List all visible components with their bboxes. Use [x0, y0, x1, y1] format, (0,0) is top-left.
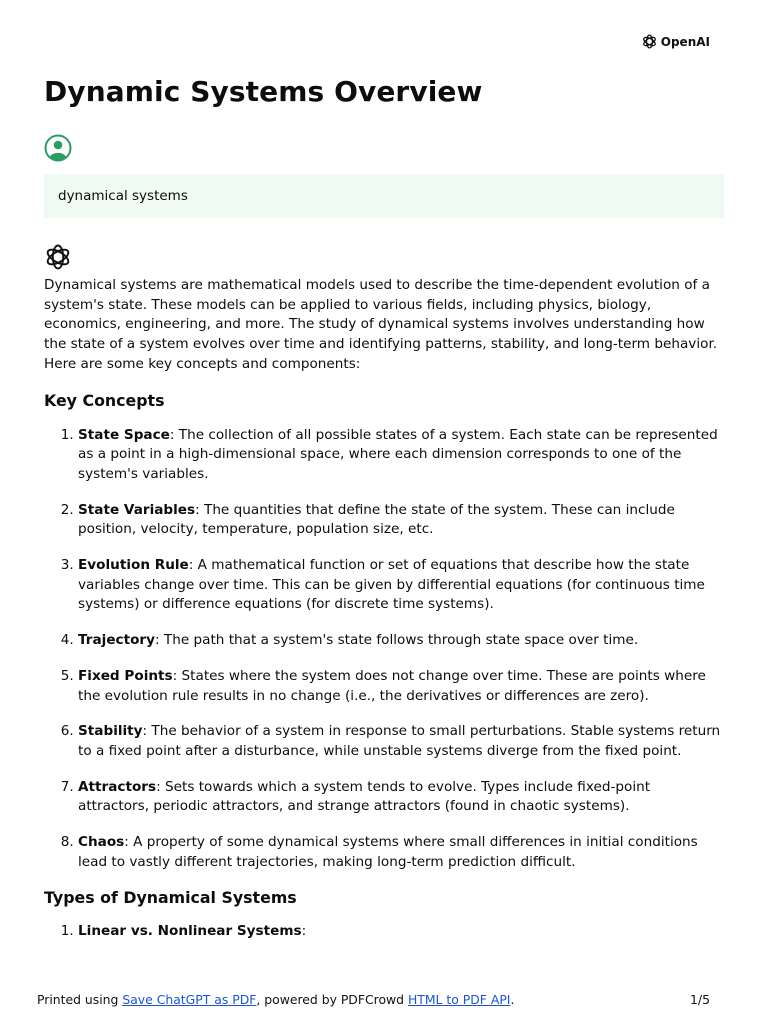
page-number: 1/5	[690, 992, 710, 1007]
html-to-pdf-api-link[interactable]: HTML to PDF API	[407, 992, 511, 1007]
term: Linear vs. Nonlinear Systems	[78, 923, 302, 940]
description: : States where the system does not change over time. These are points where the evolution rule results in no change (i.e., the derivatives or differences are zero).	[78, 667, 706, 704]
list-item	[78, 922, 724, 942]
footer-prefix: Printed using	[37, 992, 123, 1007]
list-item	[78, 631, 724, 651]
key-concepts-list	[44, 426, 724, 873]
footer-credit	[37, 992, 514, 1007]
description: : The quantities that define the state of the system. These can include position, velocity, temperature, population size, etc.	[78, 501, 675, 538]
chatgpt-logo-icon	[44, 243, 72, 271]
term: State Variables	[78, 501, 196, 518]
brand-name: OpenAI	[660, 34, 710, 49]
description: : The path that a system's state follows through state space over time.	[155, 632, 639, 649]
list-item	[78, 722, 724, 761]
page-title: Dynamic Systems Overview	[44, 75, 483, 108]
response-intro: Dynamical systems are mathematical models used to describe the time-dependent evolution of a system's state. These models can be applied to various fields, including physics, biology, economics, engineering, and more. The study of dynamical systems involves understanding how the state of a system evolves over time and identifying patterns, stability, and long-term behavior. Here are some key concepts and components:	[44, 277, 718, 372]
key-concepts-heading: Key Concepts	[44, 390, 165, 410]
term: State Space	[78, 426, 170, 443]
description: : Sets towards which a system tends to evolve. Types include fixed-point attractors, periodic attractors, and strange attractors (found in chaotic systems).	[78, 778, 651, 815]
assistant-response	[44, 276, 724, 942]
user-prompt	[44, 174, 724, 218]
openai-logo-icon	[641, 33, 658, 50]
types-list	[44, 922, 724, 942]
list-item	[78, 426, 724, 485]
description: : A property of some dynamical systems where small differences in initial conditions lead to vastly different trajectories, making long-term prediction difficult.	[78, 834, 698, 870]
footer-middle: , powered by PDFCrowd	[256, 992, 408, 1007]
save-chatgpt-pdf-link[interactable]: Save ChatGPT as PDF	[122, 992, 257, 1007]
types-heading: Types of Dynamical Systems	[44, 888, 297, 908]
description: : A mathematical function or set of equations that describe how the state variables change over time. This can be given by differential equations (for continuous time systems) or difference equations (for discrete time systems).	[78, 557, 705, 613]
term: Stability	[78, 723, 143, 740]
description: :	[301, 923, 307, 940]
list-item	[78, 833, 724, 872]
term: Evolution Rule	[78, 557, 189, 574]
term: Trajectory	[78, 632, 155, 649]
user-avatar-icon	[44, 134, 72, 162]
term: Chaos	[78, 834, 125, 851]
list-item	[78, 667, 724, 706]
page-footer	[37, 992, 710, 1007]
list-item	[78, 556, 724, 615]
description: : The collection of all possible states of a system. Each state can be represented as a point in a high-dimensional space, where each dimension corresponds to one of the system's variables.	[78, 426, 718, 482]
term: Fixed Points	[78, 667, 173, 684]
user-prompt-text: dynamical systems	[58, 188, 188, 204]
description: : The behavior of a system in response to small perturbations. Stable systems return to a fixed point after a disturbance, while unstable systems diverge from the fixed point.	[78, 723, 721, 759]
footer-suffix: .	[510, 992, 515, 1007]
term: Attractors	[78, 778, 157, 795]
list-item	[78, 501, 724, 540]
openai-brand	[641, 33, 710, 50]
list-item	[78, 778, 724, 817]
